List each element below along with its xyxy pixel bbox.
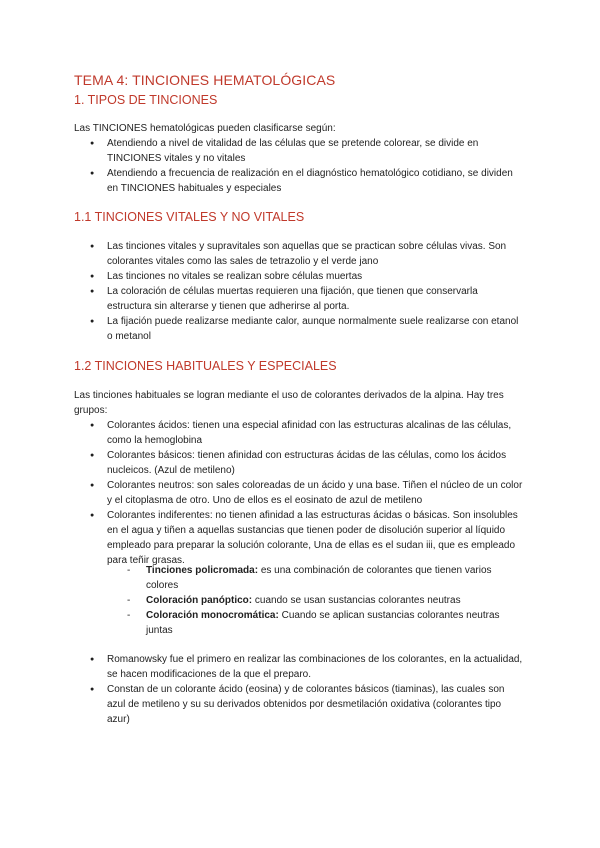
list-tipos <box>74 136 524 196</box>
sub-list-item <box>127 608 512 638</box>
list-vitales <box>74 239 524 344</box>
list-item: ● Atendiendo a frecuencia de realización en el diagnóstico hematológico cotidiano, se dividen en TINCIONES habituales y especiales <box>74 166 524 196</box>
definition: Cuando se aplican sustancias colorantes neutras juntas <box>146 610 500 636</box>
term: Coloración monocromática: <box>146 610 279 621</box>
list-item: ● Colorantes indiferentes: no tienen afinidad a las estructuras ácidas o básicas. Son insolubles en el agua y tiñen a aquellas sustancias que tienen poder de disolución superior al líquido empleado para preparar la solución colorante, Una de ellas es el sudan iii, que es empleado para teñir grasas. <box>74 508 524 568</box>
definition: cuando se usan sustancias colorantes neutras <box>252 595 461 606</box>
section-heading-1: 1. TIPOS DE TINCIONES <box>74 93 218 107</box>
sub-list-item <box>127 563 512 593</box>
paragraph-intro-1: Las TINCIONES hematológicas pueden clasificarse según: <box>74 123 336 134</box>
list-item: ● Atendiendo a nivel de vitalidad de las células que se pretende colorear, se divide en TINCIONES vitales y no vitales <box>74 136 524 166</box>
definition: es una combinación de colorantes que tienen varios colores <box>146 565 492 591</box>
section-heading-1-1: 1.1 TINCIONES VITALES Y NO VITALES <box>74 210 305 224</box>
term: Coloración panóptico: <box>146 595 253 606</box>
section-heading-1-2: 1.2 TINCIONES HABITUALES Y ESPECIALES <box>74 359 337 373</box>
paragraph-intro-2: Las tinciones habituales se logran mediante el uso de colorantes derivados de la alpina. Hay tres grupos: <box>74 390 504 416</box>
sub-list-tinciones <box>127 563 512 638</box>
list-item: ● Colorantes básicos: tienen afinidad con estructuras ácidas de las células, como los ácidos nucleicos. (Azul de metileno) <box>74 448 524 478</box>
sub-list-item <box>127 593 512 608</box>
list-item: ● Romanowsky fue el primero en realizar las combinaciones de los colorantes, en la actualidad, se hacen modificaciones de la que el preparo. <box>74 652 524 682</box>
list-item: ● Constan de un colorante ácido (eosina) y de colorantes básicos (tiaminas), las cuales son azul de metileno y su su derivados obtenidos por desmetilación oxidativa (colorantes tipo azur) <box>74 682 524 727</box>
list-item: ● Las tinciones vitales y supravitales son aquellas que se practican sobre células vivas. Son colorantes vitales como las sales de tetrazolio y el verde jano <box>74 239 524 269</box>
list-item: ● Colorantes neutros: son sales coloreadas de un ácido y una base. Tiñen el núcleo de un color y el citoplasma de otro. Uno de ellos es el eosinato de azul de metileno <box>74 478 524 508</box>
term: Tinciones policromada: <box>146 565 259 576</box>
list-item: ● La coloración de células muertas requieren una fijación, que tienen que conservarla estructura sin alterarse y tienen que adherirse al porta. <box>74 284 524 314</box>
list-colorantes <box>74 418 524 568</box>
page-title: TEMA 4: TINCIONES HEMATOLÓGICAS <box>74 72 336 88</box>
list-item: ● Colorantes ácidos: tienen una especial afinidad con las estructuras alcalinas de las células, como la hemoglobina <box>74 418 524 448</box>
list-item: ● La fijación puede realizarse mediante calor, aunque normalmente suele realizarse con etanol o metanol <box>74 314 524 344</box>
list-romanowsky <box>74 652 524 727</box>
list-item: ● Las tinciones no vitales se realizan sobre células muertas <box>74 269 524 284</box>
